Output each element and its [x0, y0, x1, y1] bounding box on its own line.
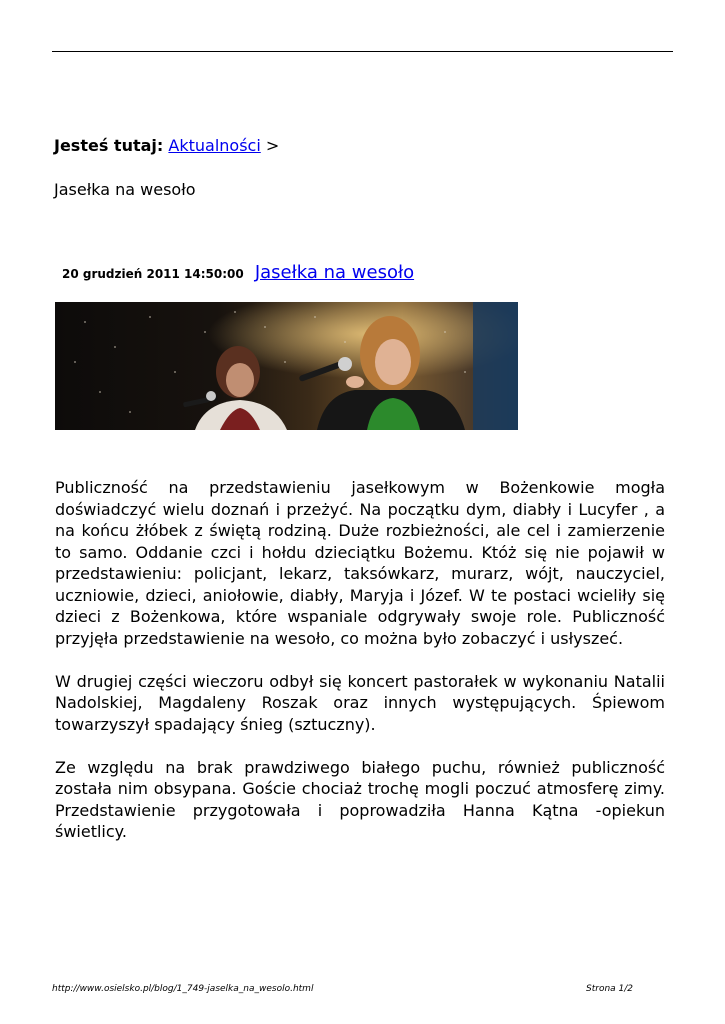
footer-url: http://www.osielsko.pl/blog/1_749-jaselka_na_wesolo.html [52, 984, 314, 994]
article-paragraph-2: W drugiej części wieczoru odbył się koncert pastorałek w wykonaniu Natalii Nadolskiej, Magdaleny Roszak oraz innych występujących. Śpiewom towarzyszył spadający śnieg (sztuczny). [55, 671, 665, 734]
article-title-link[interactable]: Jasełka na wesoło [254, 262, 415, 283]
breadcrumb-label: Jesteś tutaj: [54, 136, 164, 155]
footer-page-number: Strona 1/2 [586, 984, 634, 994]
article-date: 20 grudzień 2011 14:50:00 [62, 267, 244, 281]
article-paragraph-1: Publiczność na przedstawieniu jasełkowym w Bożenkowie mogła doświadczyć wielu doznań i przeżyć. Na początku dym, diabły i Lucyfer , a na końcu żłóbek z świętą rodziną. Duże rozbieżności, ale cel i zamierzenie to samo. Oddanie czci i hołdu dzieciątku Bożemu. Któż się nie pojawił w przedstawieniu: policjant, lekarz, taksówkarz, murarz, wójt, nauczyciel, uczniowie, dzieci, aniołowie, diabły, Maryja i Józef. W te postaci wcieliły się dzieci z Bożenkowa, które wspaniale odgrywały swoje role. Publiczność przyjęła przedstawienie na wesoło, co można było zobaczyć i usłyszeć. [55, 478, 665, 648]
breadcrumb-link-aktualnosci[interactable]: Aktualności [168, 136, 261, 155]
top-divider [52, 51, 673, 52]
article-paragraph-3: Ze względu na brak prawdziwego białego puchu, również publiczność została nim obsypana. Goście chociaż trochę mogli poczuć atmosferę zimy. Przedstawienie przygotowała i poprowadziła Hanna Kątna -opiekun świetlicy. [55, 757, 665, 841]
article-body [55, 477, 665, 864]
photo-singers-image [55, 302, 518, 430]
article-photo [55, 302, 518, 430]
page-title: Jasełka na wesoło [54, 180, 196, 199]
breadcrumb [54, 135, 279, 157]
breadcrumb-separator: > [265, 136, 280, 155]
article-header [62, 262, 414, 284]
